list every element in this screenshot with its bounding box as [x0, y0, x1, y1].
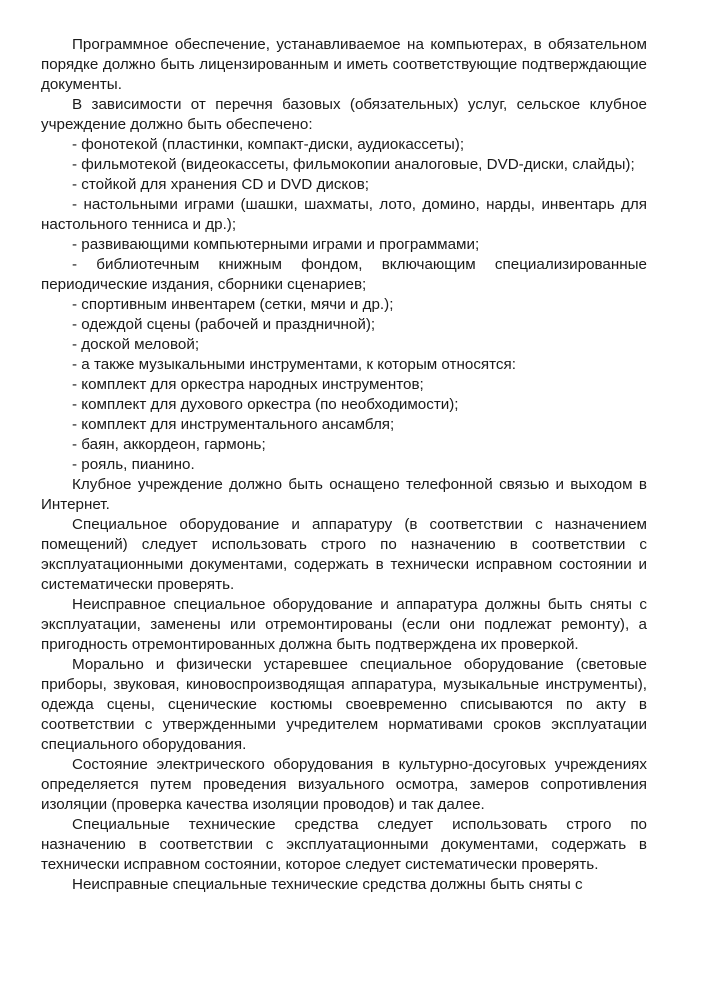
list-item-piano: - рояль, пианино.: [72, 456, 195, 473]
paragraph-faulty-equipment: Неисправное специальное оборудование и аппаратура должны быть сняты с эксплуатации, заменены или отремонтированы (если они подлежат ремонту), а пригодность отремонтированных должна быть подтверждена их проверкой.: [41, 596, 647, 653]
list-item-sports: - спортивным инвентарем (сетки, мячи и др.);: [72, 296, 394, 313]
list-item-instruments-intro: - а также музыкальными инструментами, к которым относятся:: [72, 356, 516, 373]
paragraph-equipment-intro: В зависимости от перечня базовых (обязательных) услуг, сельское клубное учреждение должно быть обеспечено:: [41, 96, 647, 133]
paragraph-special-equipment-use: Специальное оборудование и аппаратуру (в соответствии с назначением помещений) следует использовать строго по назначению в соответствии с эксплуатационными документами, содержать в технически исправном состоянии и систематически проверять.: [41, 516, 647, 593]
list-item-folk-orchestra: - комплект для оркестра народных инструментов;: [72, 376, 424, 393]
list-item-brass-orchestra: - комплект для духового оркестра (по необходимости);: [72, 396, 459, 413]
paragraph-obsolete-equipment: Морально и физически устаревшее специальное оборудование (световые приборы, звуковая, киновоспроизводящая аппаратура, музыкальные инструменты), одежда сцены, сценические костюмы своевременно списываются по акту в соответствии с утвержденными учредителем нормативами сроков эксплуатации специального оборудования.: [41, 656, 647, 753]
list-item-library: - библиотечным книжным фондом, включающим специализированные периодические издания, сборники сценариев;: [41, 256, 647, 293]
list-item-board-games: - настольными играми (шашки, шахматы, лото, домино, нарды, инвентарь для настольного тенниса и др.);: [41, 196, 647, 233]
document-page: [41, 35, 647, 895]
paragraph-technical-means-use: Специальные технические средства следует использовать строго по назначению в соответствии с эксплуатационными документами, содержать в технически исправном состоянии, которое следует систематически проверять.: [41, 816, 647, 873]
list-item-accordion: - баян, аккордеон, гармонь;: [72, 436, 266, 453]
list-item-computer-games: - развивающими компьютерными играми и программами;: [72, 236, 480, 253]
list-item-ensemble: - комплект для инструментального ансамбля;: [72, 416, 395, 433]
list-item-phonotheque: - фонотекой (пластинки, компакт-диски, аудиокассеты);: [72, 136, 465, 153]
paragraph-software-licensing: Программное обеспечение, устанавливаемое на компьютерах, в обязательном порядке должно быть лицензированным и иметь соответствующие подтверждающие документы.: [41, 36, 647, 93]
list-item-stage-clothing: - одеждой сцены (рабочей и праздничной);: [72, 316, 376, 333]
paragraph-telephone-internet: Клубное учреждение должно быть оснащено телефонной связью и выходом в Интернет.: [41, 476, 647, 513]
paragraph-electrical-equipment: Состояние электрического оборудования в культурно-досуговых учреждениях определяется путем проведения визуального осмотра, замеров сопротивления изоляции (проверка качества изоляции проводов) и так далее.: [41, 756, 647, 813]
paragraph-faulty-technical-means: Неисправные специальные технические средства должны быть сняты с: [72, 876, 583, 893]
list-item-filmotheque: - фильмотекой (видеокассеты, фильмокопии аналоговые, DVD-диски, слайды);: [72, 156, 635, 173]
list-item-cd-rack: - стойкой для хранения CD и DVD дисков;: [72, 176, 369, 193]
list-item-chalkboard: - доской меловой;: [72, 336, 200, 353]
